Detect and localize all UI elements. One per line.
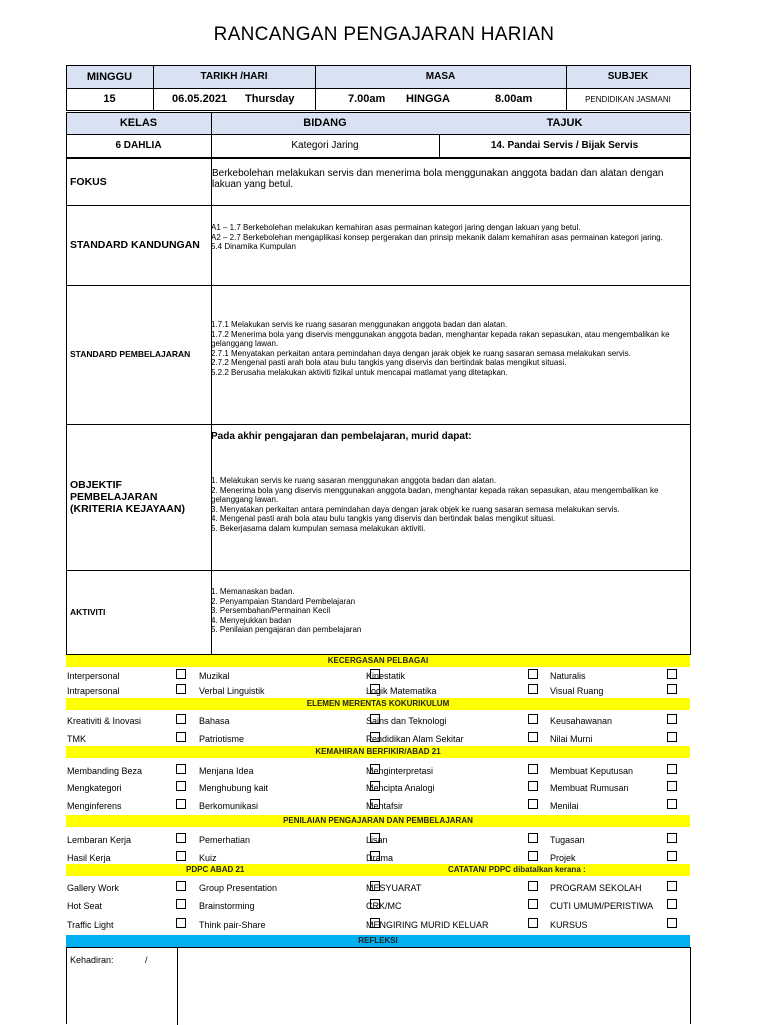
kecergasan-option-label: Muzikal (199, 671, 230, 681)
emk-checkbox[interactable] (528, 732, 538, 742)
kbat-checkbox[interactable] (667, 799, 677, 809)
sp-item: 2.7.1 Menyatakan perkaitan antara pemindahan daya dengan jarak objek ke ruang sasaran semasa melakukan servis. (211, 348, 631, 358)
pdpc-bar (66, 864, 690, 876)
pdpc-option-label: MESYUARAT (366, 883, 422, 893)
pdpc-option-label: MENGIRING MURID KELUAR (366, 920, 489, 930)
sp-item: 5.2.2 Berusaha melakukan aktiviti fizikal untuk mencapai matlamat yang ditetapkan. (211, 367, 508, 377)
sk-item: A2 – 2.7 Berkebolehan mengaplikasi konsep pergerakan dan prinsip mekanik dalam kemahiran asas permainan kategori jaring. (211, 232, 663, 242)
aktiviti-item: 4. Menyejukkan badan (211, 615, 292, 625)
kecergasan-checkbox[interactable] (176, 684, 186, 694)
objektif-item: 4. Mengenal pasti arah bola atau bulu tangkis yang diservis dan bertindak balas mengikut situasi. (211, 514, 556, 523)
pdpc-option-label: Hot Seat (67, 901, 103, 911)
kecergasan-option-label: Logik Matematika (366, 686, 437, 696)
pdpc-option-label: CUTI UMUM/PERISTIWA (550, 901, 654, 911)
pdpc-checkbox[interactable] (176, 899, 186, 909)
kelas-label: KELAS (119, 117, 158, 129)
minggu-label: MINGGU (86, 70, 133, 83)
refleksi-bar: REFLEKSI (66, 935, 690, 947)
sk-item: 5.4 Dinamika Kumpulan (211, 242, 296, 251)
kecergasan-option-label: Kinestatik (366, 671, 406, 681)
emk-option-label: Kreativiti & Inovasi (67, 716, 142, 726)
emk-checkbox[interactable] (176, 714, 186, 724)
kbat-option-label: Mentafsir (366, 801, 404, 811)
pdpc-checkbox[interactable] (176, 881, 186, 891)
kbat-option-label: Menghubung kait (199, 783, 269, 793)
penilaian-option-label: Hasil Kerja (67, 853, 111, 863)
subjek-label: SUBJEK (607, 71, 649, 82)
aktiviti-item: 5. Penilaian pengajaran dan pembelajaran (211, 625, 362, 634)
kbat-checkbox[interactable] (667, 764, 677, 774)
objektif-item: 1. Melakukan servis ke ruang sasaran menggunakan anggota badan dan alatan. (211, 476, 497, 485)
kbat-checkbox[interactable] (528, 781, 538, 791)
kecergasan-option-label: Verbal Linguistik (199, 686, 265, 696)
pdpc-checkbox[interactable] (528, 881, 538, 891)
aktiviti-label: AKTIVITI (70, 607, 106, 617)
penilaian-option-label: Projek (550, 853, 576, 863)
pdpc-option-label: KURSUS (550, 920, 588, 930)
pdpc-option-label: Brainstorming (199, 901, 255, 911)
pdpc-checkbox[interactable] (528, 899, 538, 909)
kbat-option-label: Menjana Idea (199, 766, 254, 776)
fokus-text: Berkebolehan melakukan servis dan menerima bola menggunakan anggota badan dan alatan dengan lakuan yang betul. (212, 168, 664, 190)
kbat-option-label: Menginferens (67, 801, 122, 811)
emk-bar: ELEMEN MERENTAS KOKURIKULUM (66, 698, 690, 710)
pdpc-option-label: Gallery Work (67, 883, 119, 893)
penilaian-checkbox[interactable] (176, 833, 186, 843)
objektif-item: 2. Menerima bola yang diservis menggunakan anggota badan, menghantar kepada rakan sepasukan, atau mengembalikan ke gelanggang lawan. (211, 485, 659, 504)
objektif-label (66, 424, 211, 569)
objektif-label-1: OBJEKTIF PEMBELAJARAN (70, 478, 158, 503)
emk-option-label: TMK (67, 734, 86, 744)
kecergasan-option-label: Intrapersonal (67, 686, 120, 696)
subjek-value: PENDIDIKAN JASMANI (585, 94, 671, 104)
emk-option-label: Bahasa (199, 716, 230, 726)
sk-list (211, 223, 689, 252)
kelas-value: 6 DAHLIA (115, 140, 162, 151)
kbat-checkbox[interactable] (176, 781, 186, 791)
tarikh-label: TARIKH /HARI (200, 71, 268, 82)
objektif-item: 5. Bekerjasama dalam kumpulan semasa melakukan aktiviti. (211, 523, 426, 533)
tajuk-value: 14. Pandai Servis / Bijak Servis (490, 140, 639, 151)
emk-option-label: Keusahawanan (550, 716, 613, 726)
kbat-option-label: Menginterpretasi (366, 766, 434, 776)
kehadiran-label: Kehadiran: (70, 955, 114, 965)
objektif-intro: Pada akhir pengajaran dan pembelajaran, murid dapat: (211, 431, 472, 442)
emk-option-label: Sains dan Teknologi (366, 716, 447, 726)
fokus-label: FOKUS (70, 175, 107, 188)
penilaian-checkbox[interactable] (667, 851, 677, 861)
penilaian-option-label: Drama (366, 853, 394, 863)
penilaian-option-label: Kuiz (199, 853, 217, 863)
penilaian-checkbox[interactable] (667, 833, 677, 843)
masa-tamat: 8.00am (495, 93, 533, 105)
sk-label: STANDARD KANDUNGAN (70, 238, 200, 251)
kecergasan-checkbox[interactable] (528, 684, 538, 694)
emk-checkbox[interactable] (667, 732, 677, 742)
penilaian-checkbox[interactable] (176, 851, 186, 861)
sp-list (211, 320, 689, 377)
pdpc-option-label: CRK/MC (366, 901, 402, 911)
kecergasan-checkbox[interactable] (667, 684, 677, 694)
sp-item: 1.7.1 Melakukan servis ke ruang sasaran menggunakan anggota badan dan alatan. (211, 320, 508, 329)
hingga-text: HINGGA (406, 93, 450, 105)
refleksi-box (66, 947, 691, 1024)
kbat-checkbox[interactable] (176, 799, 186, 809)
tajuk-label: TAJUK (546, 117, 583, 129)
sp-item: 2.7.2 Mengenal pasti arah bola atau bulu tangkis yang diservis dan bertindak balas mengikut situasi. (211, 358, 567, 367)
emk-option-label: Patriotisme (199, 734, 245, 744)
kecergasan-bar: KECERGASAN PELBAGAI (66, 655, 690, 667)
bidang-label: BIDANG (303, 117, 347, 129)
kecergasan-checkbox[interactable] (667, 669, 677, 679)
kecergasan-checkbox[interactable] (176, 669, 186, 679)
emk-checkbox[interactable] (667, 714, 677, 724)
kbat-checkbox[interactable] (528, 799, 538, 809)
kbat-option-label: Mencipta Analogi (366, 783, 435, 793)
pdpc-checkbox[interactable] (176, 918, 186, 928)
pdpc-checkbox[interactable] (667, 899, 677, 909)
pdpc-checkbox[interactable] (528, 918, 538, 928)
masa-mula: 7.00am (348, 93, 386, 105)
kbat-option-label: Berkomunikasi (199, 801, 259, 811)
penilaian-option-label: Lisan (366, 835, 388, 845)
objektif-label-2: (KRITERIA KEJAYAAN) (70, 502, 185, 515)
kbat-checkbox[interactable] (667, 781, 677, 791)
bidang-value: Kategori Jaring (291, 140, 359, 151)
aktiviti-item: 1. Memanaskan badan. (211, 587, 295, 596)
penilaian-option-label: Pemerhatian (199, 835, 251, 845)
pdpc-option-label: PROGRAM SEKOLAH (550, 883, 642, 893)
kecergasan-option-label: Naturalis (550, 671, 586, 681)
pdpc-checkbox[interactable] (667, 918, 677, 928)
penilaian-option-label: Tugasan (550, 835, 585, 845)
pdpc-option-label: Group Presentation (199, 883, 278, 893)
objektif-list (211, 476, 689, 533)
kecergasan-option-label: Visual Ruang (550, 686, 604, 696)
pdpc-option-label: Traffic Light (67, 920, 114, 930)
penilaian-option-label: Lembaran Kerja (67, 835, 132, 845)
aktiviti-item: 2. Penyampaian Standard Pembelajaran (211, 596, 356, 606)
kbat-option-label: Membuat Keputusan (550, 766, 634, 776)
pdpc-checkbox[interactable] (667, 881, 677, 891)
sk-item: A1 – 1.7 Berkebolehan melakukan kemahiran asas permainan kategori jaring dengan lakuan yang betul. (211, 223, 581, 232)
penilaian-checkbox[interactable] (528, 851, 538, 861)
pdpc-option-label: Think pair-Share (199, 920, 266, 930)
tarikh-value: 06.05.2021 (172, 93, 228, 105)
objektif-item: 3. Menyatakan perkaitan antara pemindahan daya dengan jarak objek ke ruang sasaran semasa melakukan servis. (211, 504, 620, 514)
pdpc-abad-label: PDPC ABAD 21 (186, 865, 245, 874)
kbat-option-label: Mengkategori (67, 783, 122, 793)
kbat-checkbox[interactable] (528, 764, 538, 774)
kbat-option-label: Membanding Beza (67, 766, 143, 776)
emk-checkbox[interactable] (176, 732, 186, 742)
kehadiran-slash: / (145, 955, 148, 965)
penilaian-bar: PENILAIAN PENGAJARAN DAN PEMBELAJARAN (66, 815, 690, 827)
aktiviti-item: 3. Persembahan/Permainan Kecil (211, 606, 331, 615)
emk-option-label: Nilai Murni (550, 734, 593, 744)
kbat-option-label: Membuat Rumusan (550, 783, 629, 793)
sp-label: STANDARD PEMBELAJARAN (70, 349, 191, 359)
sp-item: 1.7.2 Menerima bola yang diservis menggunakan anggota badan, menghantar kepada rakan sepasukan, atau mengembalikan ke gelanggang lawan. (211, 329, 670, 348)
kbat-checkbox[interactable] (176, 764, 186, 774)
hari-value: Thursday (245, 93, 295, 105)
page-title: RANCANGAN PENGAJARAN HARIAN (213, 24, 555, 45)
kecergasan-checkbox[interactable] (528, 669, 538, 679)
catatan-label: CATATAN/ PDPC dibatalkan kerana : (448, 865, 586, 874)
kbat-option-label: Menilai (550, 801, 579, 811)
masa-label: MASA (425, 71, 456, 82)
kecergasan-option-label: Interpersonal (67, 671, 120, 681)
emk-option-label: Pendidikan Alam Sekitar (366, 734, 464, 744)
emk-checkbox[interactable] (528, 714, 538, 724)
penilaian-checkbox[interactable] (528, 833, 538, 843)
kbat-bar: KEMAHIRAN BERFIKIR/ABAD 21 (66, 746, 690, 758)
aktiviti-list (211, 587, 689, 635)
minggu-value: 15 (103, 93, 116, 105)
